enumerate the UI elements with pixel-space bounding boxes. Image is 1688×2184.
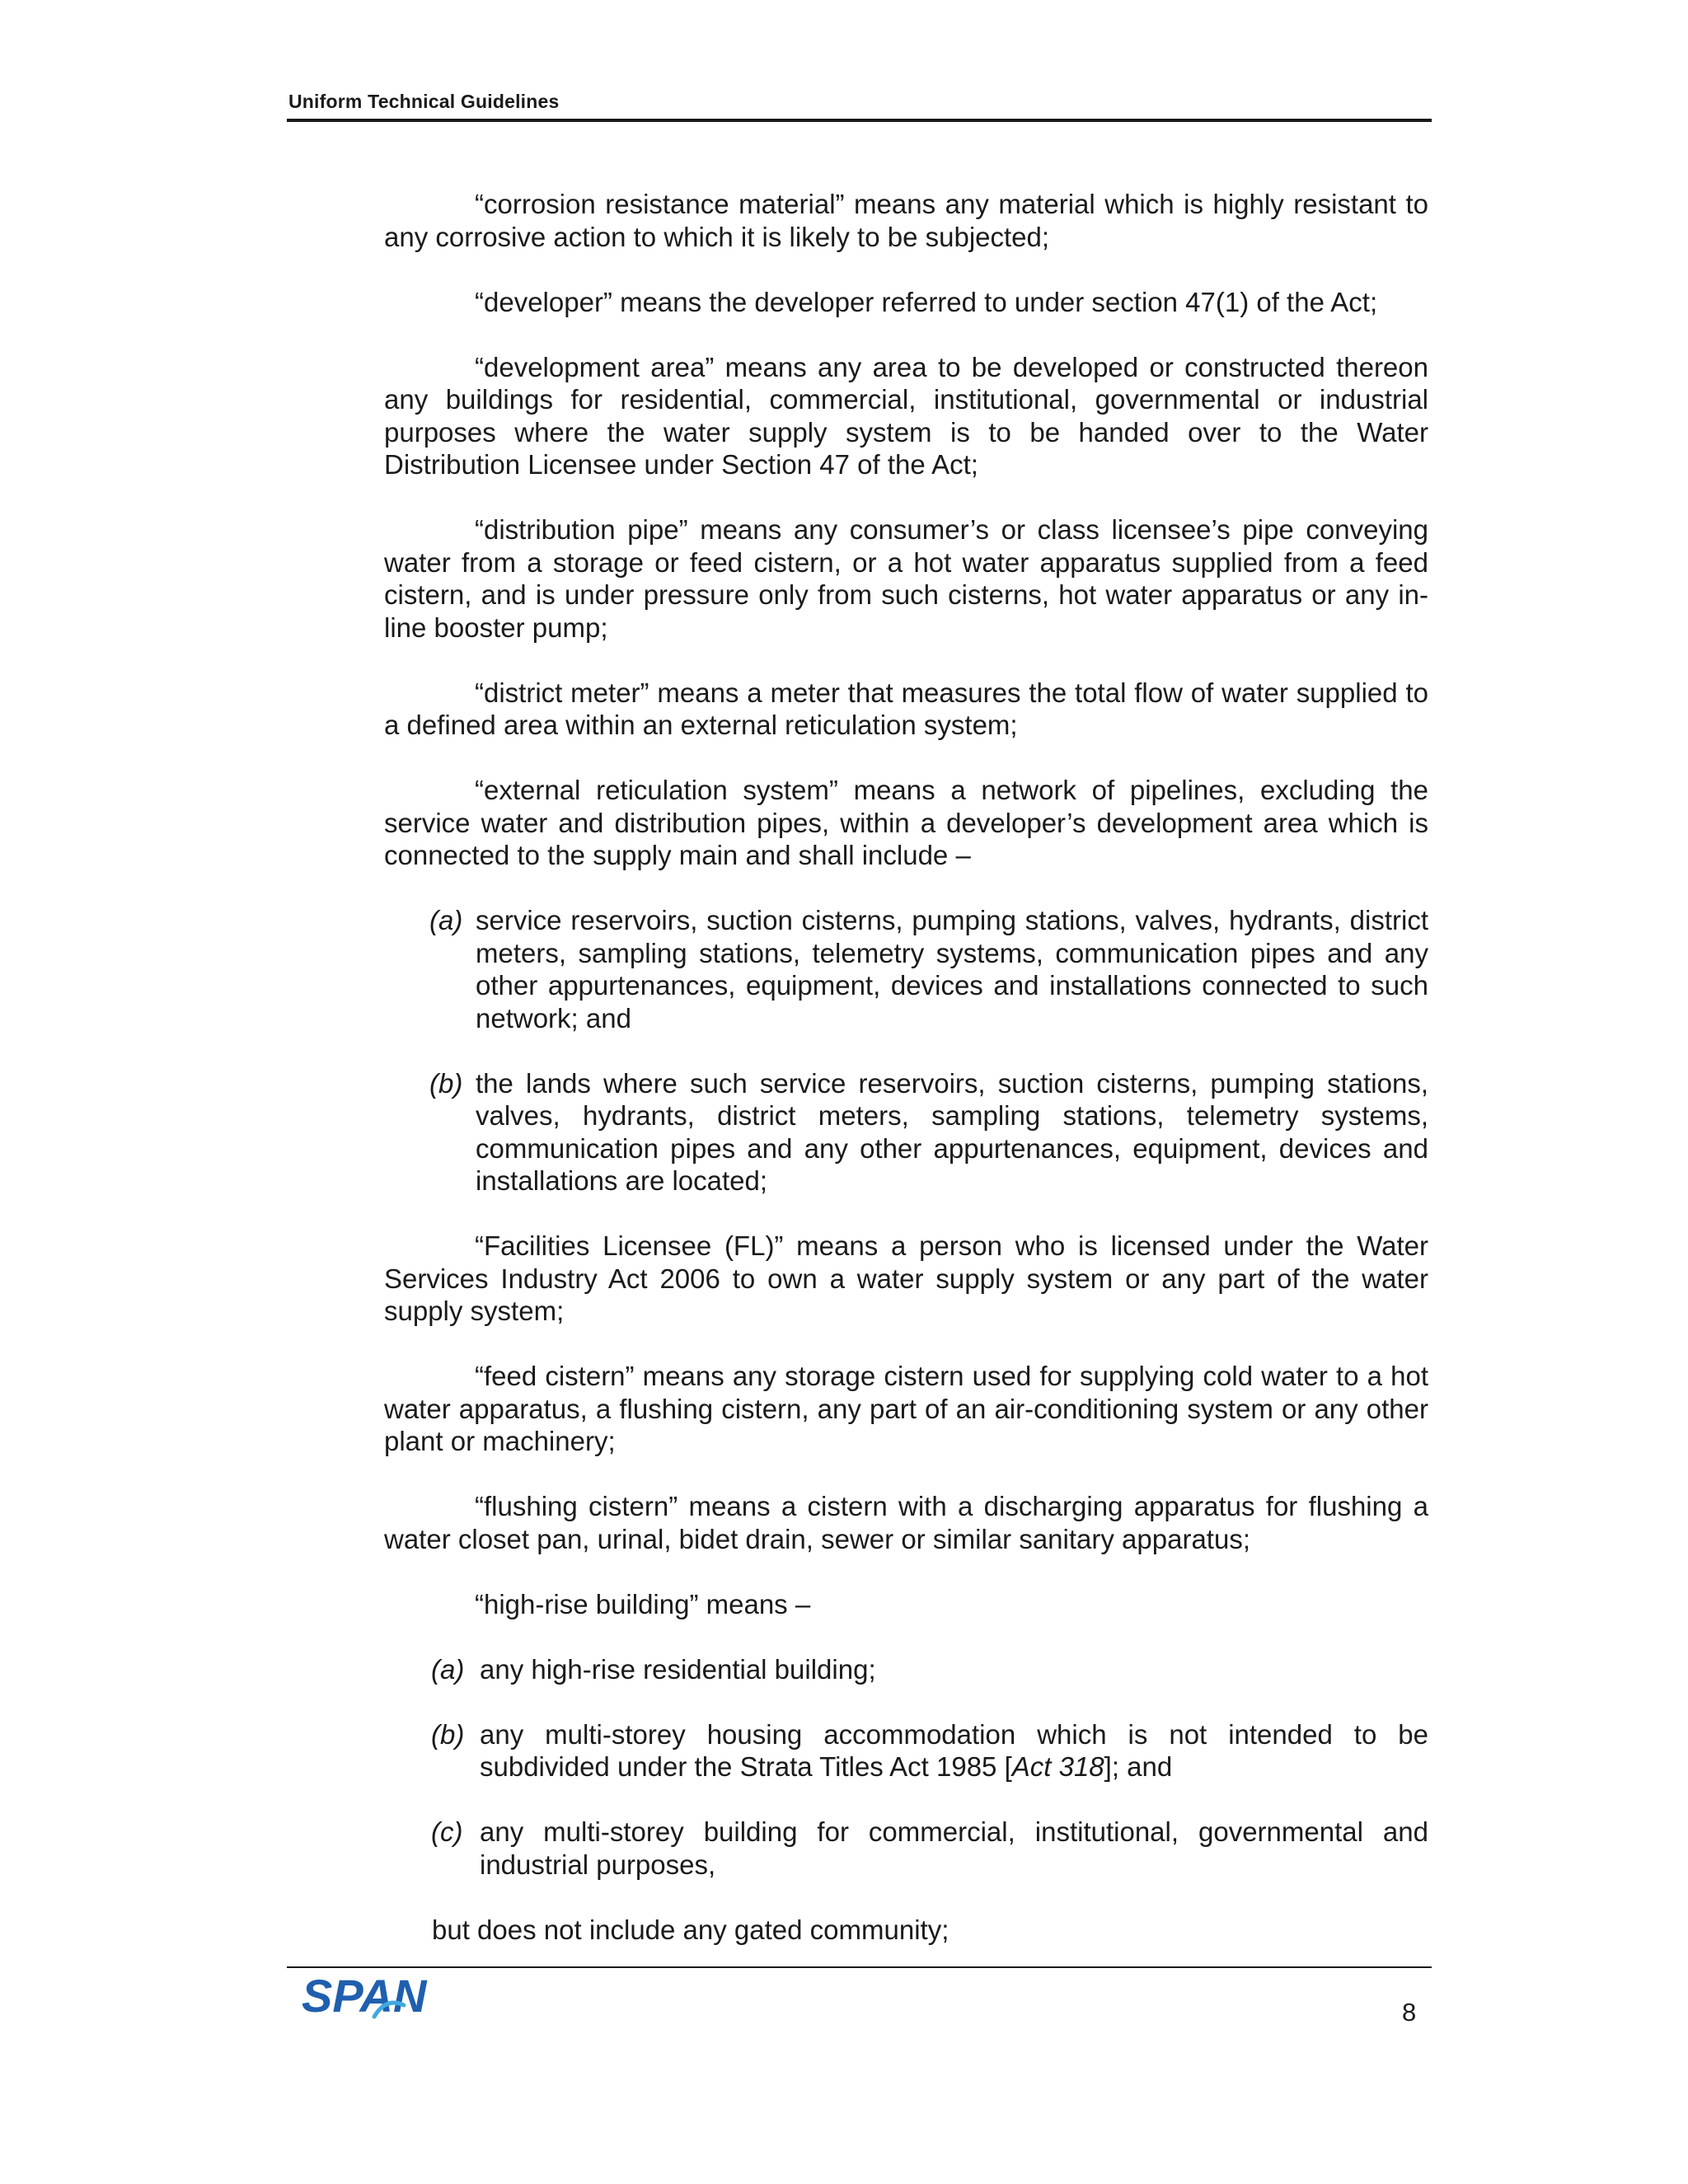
list-item	[429, 1067, 1428, 1197]
definition-distribution-pipe: “distribution pipe” means any consumer’s or class licensee’s pipe conveying water from a storage or feed cistern, or a hot water apparatus supplied from a feed cistern, and is under pressure only from such cisterns, hot water apparatus or any in-line booster pump;	[384, 514, 1428, 643]
header-rule	[287, 119, 1432, 122]
high-rise-building-list	[384, 1653, 1428, 1882]
definition-high-rise-building: “high-rise building” means –	[475, 1588, 811, 1619]
list-marker: (c)	[431, 1816, 463, 1847]
header-title: Uniform Technical Guidelines	[288, 91, 560, 112]
list-item	[431, 1718, 1428, 1783]
list-item	[431, 1816, 1428, 1881]
list-item	[431, 1653, 1428, 1686]
definition-feed-cistern: “feed cistern” means any storage cistern used for supplying cold water to a hot water apparatus, a flushing cistern, any part of an air-conditioning system or any other plant or machinery;	[384, 1361, 1428, 1456]
definition-flushing-cistern: “flushing cistern” means a cistern with a discharging apparatus for flushing a water closet pan, urinal, bidet drain, sewer or similar sanitary apparatus;	[384, 1491, 1428, 1554]
list-item-text: the lands where such service reservoirs, suction cisterns, pumping stations, valves, hydrants, district meters, sampling stations, telemetry systems, communication pipes and any other appurtenances, equipment, devices and installations are located;	[476, 1067, 1428, 1196]
span-logo-graphic	[302, 1972, 442, 2022]
list-marker: (b)	[429, 1067, 463, 1099]
page-number: 8	[1402, 1998, 1417, 2027]
definition-development-area: “development area” means any area to be developed or constructed thereon any buildings for residential, commercial, institutional, governmental or industrial purposes where the water supply system is to be handed over to the Water Distribution Licensee under Section 47 of the Act;	[384, 351, 1428, 480]
footer-rule	[287, 1966, 1432, 1968]
span-logo	[302, 1972, 442, 2026]
list-marker: (a)	[429, 905, 463, 935]
high-rise-closing-text: but does not include any gated community;	[432, 1914, 950, 1945]
definition-external-reticulation-system: “external reticulation system” means a network of pipelines, excluding the service water and distribution pipes, within a developer’s development area which is connected to the supply main and shall include –	[384, 775, 1428, 870]
definition-corrosion-resistance-material: “corrosion resistance material” means any material which is highly resistant to any corrosive action to which it is likely to be subjected;	[384, 189, 1428, 252]
page-body	[384, 188, 1428, 1946]
act-reference: Act 318	[1011, 1751, 1104, 1782]
list-item-text: any high-rise residential building;	[480, 1653, 876, 1685]
list-marker: (a)	[431, 1653, 465, 1685]
list-item-text-before: any multi-storey housing accommodation which is not intended to be subdivided under the Strata Titles Act 1985 [	[480, 1718, 1428, 1782]
list-item	[429, 904, 1428, 1034]
external-reticulation-list	[384, 904, 1428, 1197]
list-item-text: any multi-storey building for commercial, institutional, governmental and industrial purposes,	[480, 1816, 1428, 1880]
list-item-text: service reservoirs, suction cisterns, pumping stations, valves, hydrants, district meters, sampling stations, telemetry systems, communication pipes and any other appurtenances, equipment, devices and installations connected to such network; and	[476, 905, 1428, 1033]
definition-facilities-licensee: “Facilities Licensee (FL)” means a person who is licensed under the Water Services Industry Act 2006 to own a water supply system or any part of the water supply system;	[384, 1230, 1428, 1326]
definition-district-meter: “district meter” means a meter that measures the total flow of water supplied to a defined area within an external reticulation system;	[384, 677, 1428, 740]
list-marker: (b)	[431, 1718, 465, 1750]
definition-developer: “developer” means the developer referred to under section 47(1) of the Act;	[475, 286, 1378, 317]
span-logo-text: SPAN	[302, 1972, 427, 2022]
list-item-text-after: ]; and	[1104, 1751, 1173, 1782]
